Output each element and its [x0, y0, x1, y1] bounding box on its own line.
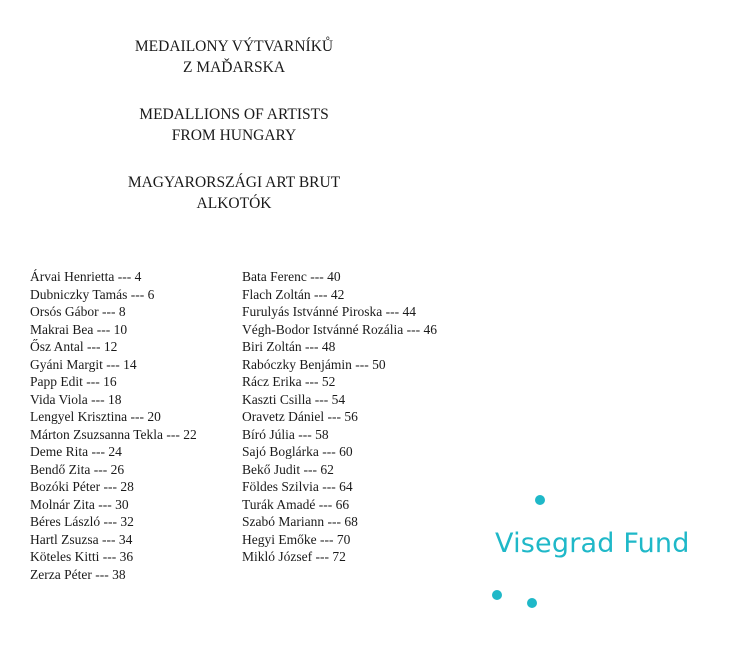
title-czech-line-2: Z MAĎARSKA: [182, 59, 286, 76]
logo-dot-icon: [492, 590, 502, 600]
title-czech-line-1: MEDAILONY VÝTVARNÍKŮ: [134, 38, 334, 55]
title-english-line-1: MEDALLIONS OF ARTISTS: [139, 106, 329, 123]
visegrad-fund-logo: [490, 490, 720, 615]
logo-dot-icon: [527, 598, 537, 608]
title-czech: [84, 36, 384, 78]
artist-entry: Lengyel Krisztina --- 20: [30, 409, 161, 424]
artist-entry: Mikló József --- 72: [242, 549, 346, 564]
artist-list-left: [30, 268, 197, 583]
title-english-line-2: FROM HUNGARY: [171, 127, 297, 144]
artist-entry: Földes Szilvia --- 64: [242, 479, 353, 494]
artist-entry: Hegyi Emőke --- 70: [242, 531, 351, 547]
artist-entry: Molnár Zita --- 30: [30, 496, 129, 512]
artist-entry: Dubniczky Tamás --- 6: [30, 286, 155, 302]
artist-entry: Bendő Zita --- 26: [30, 461, 125, 477]
artist-entry: Gyáni Margit --- 14: [30, 356, 137, 372]
artist-entry: Biri Zoltán --- 48: [242, 339, 336, 354]
artist-entry: Bíró Júlia --- 58: [242, 426, 329, 442]
logo-dot-icon: [535, 495, 545, 505]
artist-entry: Makrai Bea --- 10: [30, 321, 128, 337]
artist-entry: Bekő Judit --- 62: [242, 461, 334, 477]
artist-entry: Oravetz Dániel --- 56: [242, 409, 358, 424]
artist-entry: Deme Rita --- 24: [30, 444, 122, 459]
artist-entry: Árvai Henrietta --- 4: [30, 269, 142, 284]
title-hungarian-line-1: MAGYARORSZÁGI ART BRUT: [127, 174, 341, 191]
artist-entry: Kaszti Csilla --- 54: [242, 391, 346, 407]
artist-entry: Bozóki Péter --- 28: [30, 479, 134, 494]
logo-text: Visegrad Fund: [495, 528, 690, 559]
artist-entry: Turák Amadé --- 66: [242, 496, 350, 512]
title-hungarian: [84, 172, 384, 214]
artist-entry: Papp Edit --- 16: [30, 374, 117, 389]
artist-entry: Béres László --- 32: [30, 514, 134, 529]
artist-entry: Furulyás Istvánné Piroska --- 44: [242, 304, 416, 319]
title-english: [84, 104, 384, 146]
artist-list-right: [242, 268, 437, 566]
artist-entry: Zerza Péter --- 38: [30, 566, 126, 582]
title-hungarian-line-2: ALKOTÓK: [196, 195, 272, 212]
artist-entry: Sajó Boglárka --- 60: [242, 444, 353, 459]
artist-entry: Rabóczky Benjámin --- 50: [242, 356, 386, 372]
artist-entry: Vida Viola --- 18: [30, 391, 122, 407]
artist-entry: Flach Zoltán --- 42: [242, 286, 345, 302]
artist-entry: Hartl Zsuzsa --- 34: [30, 531, 133, 547]
artist-entry: Ősz Antal --- 12: [30, 339, 118, 354]
artist-entry: Szabó Mariann --- 68: [242, 514, 358, 529]
artist-entry: Rácz Erika --- 52: [242, 374, 336, 389]
artist-entry: Köteles Kitti --- 36: [30, 549, 134, 564]
artist-entry: Márton Zsuzsanna Tekla --- 22: [30, 426, 197, 442]
artist-entry: Orsós Gábor --- 8: [30, 304, 126, 319]
artist-entry: Bata Ferenc --- 40: [242, 269, 341, 284]
artist-entry: Végh-Bodor Istvánné Rozália --- 46: [242, 321, 437, 337]
